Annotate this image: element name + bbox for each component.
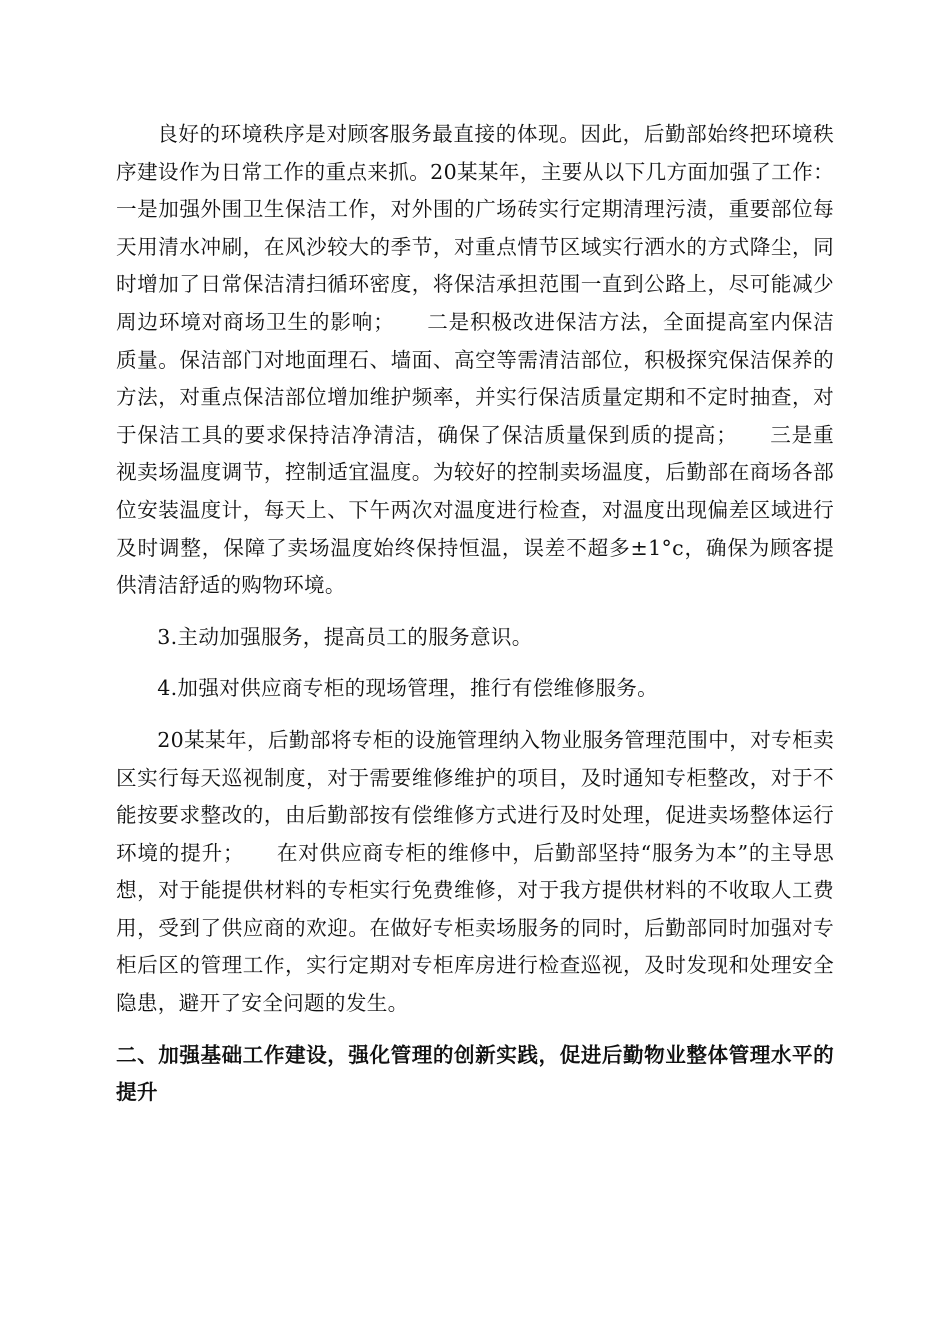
list-item-4: 4.加强对供应商专柜的现场管理，推行有偿维修服务。 <box>157 676 658 701</box>
paragraph-environment-order: 良好的环境秩序是对顾客服务最直接的体现。因此，后勤部始终把环境秩序建设作为日常工作的重点来抓。20某某年，主要从以下几方面加强了工作：一是加强外围卫生保洁工作，对外围的广场砖实行定期清理污渍，重要部位每天用清水冲刷，在风沙较大的季节，对重点情节区域实行洒水的方式降尘，同时增加了日常保洁清扫循环密度，将保洁承担范围一直到公路上，尽可能减少周边环境对商场卫生的影响； 二是积极改进保洁方法，全面提高室内保洁质量。保洁部门对地面理石、墙面、高空等需清洁部位，积极探究保洁保养的方法，对重点保洁部位增加维护频率，并实行保洁质量定期和不定时抽查，对于保洁工具的要求保持洁净清洁，确保了保洁质量保到质的提高； 三是重视卖场温度调节，控制适宜温度。为较好的控制卖场温度，后勤部在商场各部位安装温度计，每天上、下午两次对温度进行检查，对温度出现偏差区域进行及时调整，保障了卖场温度始终保持恒温，误差不超多±1°c，确保为顾客提供清洁舒适的购物环境。 <box>116 122 834 598</box>
document-page <box>116 116 834 1112</box>
list-item-3: 3.主动加强服务，提高员工的服务意识。 <box>157 624 533 649</box>
section-heading-2: 二、加强基础工作建设，强化管理的创新实践，促进后勤物业整体管理水平的提升 <box>116 1042 834 1105</box>
paragraph-counter-management: 20某某年，后勤部将专柜的设施管理纳入物业服务管理范围中，对专柜卖区实行每天巡视制度，对于需要维修维护的项目，及时通知专柜整改，对于不能按要求整改的，由后勤部按有偿维修方式进行及时处理，促进卖场整体运行环境的提升； 在对供应商专柜的维修中，后勤部坚持“服务为本”的主导思想，对于能提供材料的专柜实行免费维修，对于我方提供材料的不收取人工费用，受到了供应商的欢迎。在做好专柜卖场服务的同时，后勤部同时加强对专柜后区的管理工作，实行定期对专柜库房进行检查巡视，及时发现和处理安全隐患，避开了安全问题的发生。 <box>116 727 834 1016</box>
